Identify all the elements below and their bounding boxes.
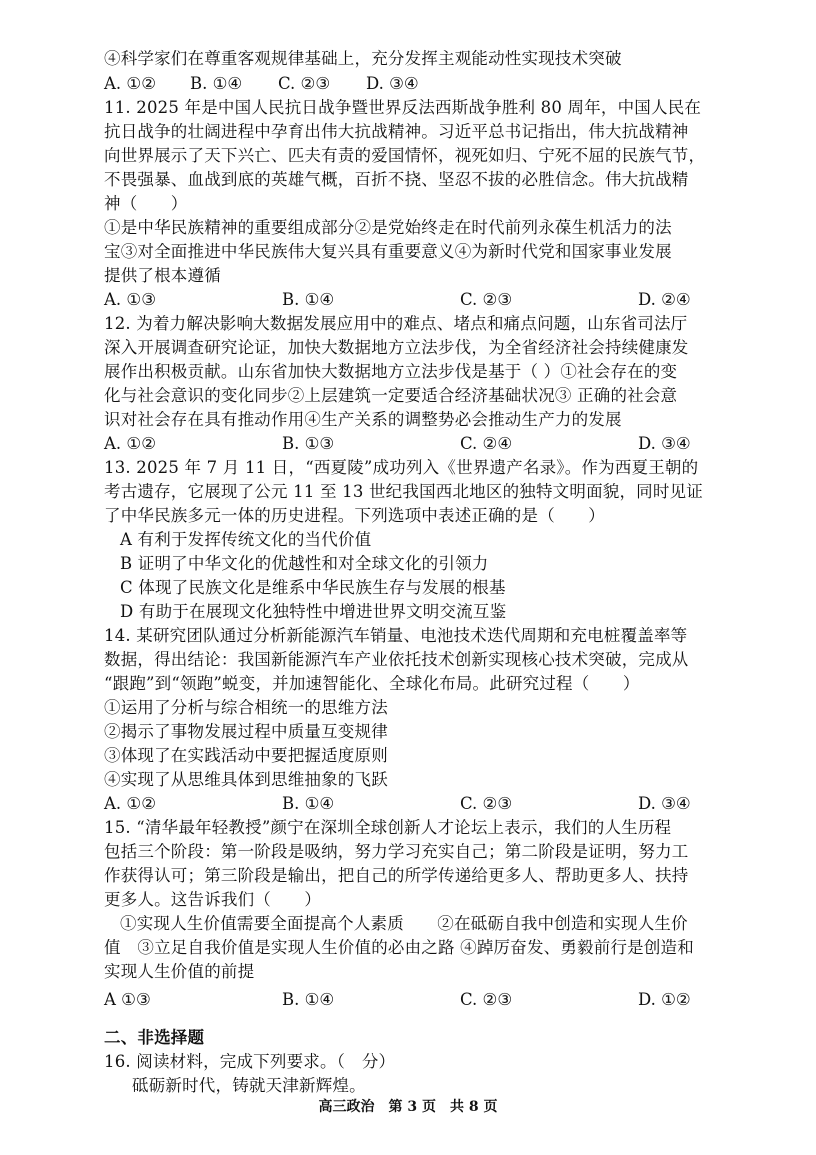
q11-stem: 11. 2025 年是中国人民抗日战争暨世界反法西斯战争胜利 80 周年，中国人民在 [104,98,702,117]
choice-c: C. ②③ [460,290,513,309]
q15-statements: 值 ③立足自我价值是实现人生价值的必由之路 ④踔厉奋发、勇毅前行是创造和 [104,938,694,957]
choice-c: C. ②④ [460,434,513,453]
q11-statements: 提供了根本遵循 [104,266,221,285]
page-footer: 高三政治 第 3 页 共 8 页 [318,1099,498,1115]
q13-option-b: B 证明了中华文化的优越性和对全球文化的引领力 [120,554,489,573]
q11-stem: 向世界展示了天下兴亡、匹夫有责的爱国情怀，视死如归、宁死不屈的民族气节， [104,146,706,165]
q11-stem: 抗日战争的壮阔进程中孕育出伟大抗战精神。习近平总书记指出，伟大抗战精神 [104,122,689,141]
q14-statement: ③体现了在实践活动中要把握适度原则 [104,746,388,765]
choice-a: A. ①② [104,74,156,93]
q16-stem: 16. 阅读材料，完成下列要求。（ 分） [104,1052,396,1071]
choice-b: B. ①④ [282,794,335,813]
choice-d: D. ①② [638,990,691,1009]
q13-stem: 了中华民族多元一体的历史进程。下列选项中表述正确的是（ ） [104,506,605,525]
q13-stem: 13. 2025 年 7 月 11 日，“西夏陵”成功列入《世界遗产名录》。作为西夏王朝的 [104,458,699,477]
q12-stem: 深入开展调查研究论证，加快大数据地方立法步伐，为全省经济社会持续健康发 [104,338,689,357]
q10-choices [104,72,724,96]
q11-choices [104,288,724,312]
q12-stem: 展作出积极贡献。山东省加快大数据地方立法步伐是基于（ ）①社会存在的变 [104,362,678,381]
q14-choices [104,792,724,816]
choice-b: B. ①④ [282,290,335,309]
q11-statements: ①是中华民族精神的重要组成部分②是党始终走在时代前列永葆生机活力的法 [104,218,672,237]
q13-option-a: A 有利于发挥传统文化的当代价值 [120,530,372,549]
choice-d: D. ③④ [366,74,419,93]
q11-stem: 不畏强暴、血战到底的英雄气概，百折不挠、坚忍不拔的必胜信念。伟大抗战精 [104,170,689,189]
choice-c: C. ②③ [460,990,513,1009]
q14-statement: ④实现了从思维具体到思维抽象的飞跃 [104,770,388,789]
choice-b: B. ①③ [282,434,335,453]
choice-d: D. ②④ [638,290,691,309]
choice-d: D. ③④ [638,794,691,813]
section-heading: 二、非选择题 [104,1028,205,1047]
choice-b: B. ①④ [190,74,243,93]
q11-statements: 宝③对全面推进中华民族伟大复兴具有重要意义④为新时代党和国家事业发展 [104,242,672,261]
q15-stem: 更多人。这告诉我们（ ） [104,890,322,909]
q15-statements: 实现人生价值的前提 [104,962,255,981]
q16-material: 砥砺新时代，铸就天津新辉煌。 [132,1076,366,1095]
q15-statements: ①实现人生价值需要全面提高个人素质 ②在砥砺自我中创造和实现人生价 [120,914,688,933]
q15-stem: 包括三个阶段：第一阶段是吸纳，努力学习充实自己；第二阶段是证明，努力工 [104,842,689,861]
choice-a: A. ①② [104,434,156,453]
q12-choices [104,432,724,456]
q15-stem: 15. “清华最年轻教授”颜宁在深圳全球创新人才论坛上表示，我们的人生历程 [104,818,672,837]
q14-stem: 14. 某研究团队通过分析新能源汽车销量、电池技术迭代周期和充电桩覆盖率等 [104,626,688,645]
q15-choices [104,988,724,1012]
q14-stem: 数据，得出结论：我国新能源汽车产业依托技术创新实现核心技术突破，完成从 [104,650,689,669]
q15-stem: 作获得认可；第三阶段是输出，把自己的所学传递给更多人、帮助更多人、扶持 [104,866,689,885]
choice-a: A. ①③ [104,290,156,309]
q14-statement: ①运用了分析与综合相统一的思维方法 [104,698,388,717]
q12-stem: 识对社会存在具有推动作用④生产关系的调整势必会推动生产力的发展 [104,410,622,429]
choice-a: A. ①② [104,794,156,813]
q11-stem: 神（ ） [104,194,188,213]
q13-option-c: C 体现了民族文化是维系中华民族生存与发展的根基 [120,578,506,597]
choice-b: B. ①④ [282,990,335,1009]
q12-stem: 化与社会意识的变化同步②上层建筑一定要适合经济基础状况③ 正确的社会意 [104,386,678,405]
choice-c: C. ②③ [278,74,331,93]
q10-option-4: ④科学家们在尊重客观规律基础上，充分发挥主观能动性实现技术突破 [104,49,622,68]
q13-stem: 考古遗存，它展现了公元 11 至 13 世纪我国西北地区的独特文明面貌，同时见证 [104,482,703,501]
q13-option-d: D 有助于在展现文化独特性中增进世界文明交流互鉴 [120,602,507,621]
q12-stem: 12. 为着力解决影响大数据发展应用中的难点、堵点和痛点问题，山东省司法厅 [104,314,688,333]
choice-a: A ①③ [104,990,151,1009]
choice-d: D. ③④ [638,434,691,453]
q14-statement: ②揭示了事物发展过程中质量互变规律 [104,722,388,741]
q14-stem: “跟跑”到“领跑”蜕变，并加速智能化、全球化布局。此研究过程（ ） [104,674,640,693]
choice-c: C. ②③ [460,794,513,813]
